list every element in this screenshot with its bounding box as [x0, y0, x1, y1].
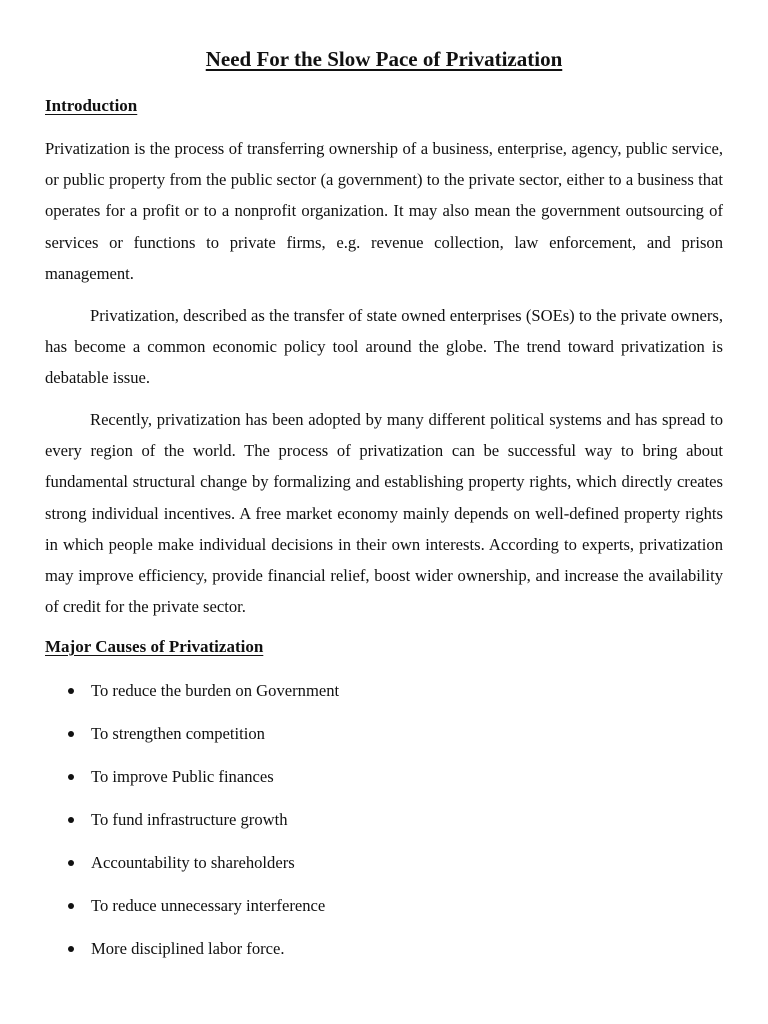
list-item: [45, 805, 723, 848]
list-item: [45, 762, 723, 805]
bullet-icon: [68, 860, 74, 866]
introduction-paragraph-2: Privatization, described as the transfer of state owned enterprises (SOEs) to the private owners, has become a common economic policy tool around the globe. The trend toward privatization is debatable issue.: [45, 306, 723, 388]
list-item: [45, 676, 723, 719]
causes-list: [45, 676, 723, 977]
list-item-text: To improve Public finances: [91, 767, 274, 786]
list-item-text: To reduce unnecessary interference: [91, 896, 326, 915]
list-item-text: To fund infrastructure growth: [91, 810, 288, 829]
list-item-text: To reduce the burden on Government: [91, 681, 340, 700]
introduction-heading: Introduction: [45, 96, 138, 115]
list-item: [45, 848, 723, 891]
list-item-text: To strengthen competition: [91, 724, 265, 743]
causes-heading: Major Causes of Privatization: [45, 637, 264, 656]
bullet-icon: [68, 946, 74, 952]
bullet-icon: [68, 817, 74, 823]
introduction-paragraph-3: Recently, privatization has been adopted by many different political systems and has spread to every region of the world. The process of privatization can be successful way to bring about fundamental structural change by formalizing and establishing property rights, which directly creates strong individual incentives. A free market economy mainly depends on well-defined property rights in which people make individual decisions in their own interests. According to experts, privatization may improve efficiency, provide financial relief, boost wider ownership, and increase the availability of credit for the private sector.: [45, 410, 723, 617]
list-item-text: More disciplined labor force.: [91, 939, 285, 958]
introduction-paragraph-1: Privatization is the process of transferring ownership of a business, enterprise, agency, public service, or public property from the public sector (a government) to the private sector, either to a business that operates for a profit or to a nonprofit organization. It may also mean the government outsourcing of services or functions to private firms, e.g. revenue collection, law enforcement, and prison management.: [45, 139, 723, 283]
list-item: [45, 934, 723, 977]
list-item-text: Accountability to shareholders: [91, 853, 295, 872]
bullet-icon: [68, 688, 74, 694]
bullet-icon: [68, 903, 74, 909]
bullet-icon: [68, 731, 74, 737]
page-title: Need For the Slow Pace of Privatization: [205, 47, 563, 71]
list-item: [45, 891, 723, 934]
bullet-icon: [68, 774, 74, 780]
list-item: [45, 719, 723, 762]
